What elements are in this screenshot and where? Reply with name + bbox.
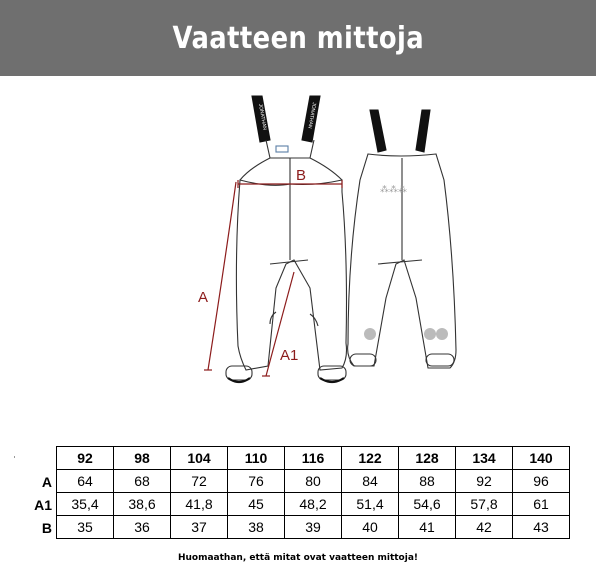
value-cell: 80 <box>285 470 342 493</box>
measure-b-label: B <box>296 167 307 184</box>
front-left-cuff <box>226 366 252 380</box>
value-cell: 35,4 <box>57 493 114 516</box>
value-cell: 84 <box>342 470 399 493</box>
value-cell: 48,2 <box>285 493 342 516</box>
size-cell: 98 <box>114 447 171 470</box>
size-cell: 110 <box>228 447 285 470</box>
value-cell: 36 <box>114 516 171 539</box>
back-logo-icon: ⁂⁂⁂ <box>380 185 407 195</box>
size-cell: 122 <box>342 447 399 470</box>
value-cell: 42 <box>456 516 513 539</box>
value-cell: 37 <box>171 516 228 539</box>
back-left-cuff <box>350 354 376 366</box>
size-cell: 134 <box>456 447 513 470</box>
front-view <box>226 96 347 382</box>
value-cell: 64 <box>57 470 114 493</box>
value-cell: 88 <box>399 470 456 493</box>
value-cell: 72 <box>171 470 228 493</box>
size-cell: 140 <box>513 447 570 470</box>
size-cell: 92 <box>57 447 114 470</box>
measure-a1-label: A1 <box>280 347 299 364</box>
header-banner <box>0 0 596 76</box>
value-cell: 41,8 <box>171 493 228 516</box>
front-strap-right-text: JONATHAN <box>306 101 317 129</box>
back-knee-patch-left <box>364 328 376 340</box>
value-cell: 57,8 <box>456 493 513 516</box>
back-strap-left-icon <box>370 110 386 152</box>
row-label-a: A <box>41 474 52 490</box>
size-cell: 104 <box>171 447 228 470</box>
page-title: Vaatteen mittoja <box>172 20 424 56</box>
value-cell: 39 <box>285 516 342 539</box>
row-label-a1: A1 <box>34 497 52 513</box>
table-row <box>57 516 570 539</box>
measurement-lines <box>204 180 342 376</box>
back-strap-right-icon <box>416 110 430 152</box>
back-right-cuff <box>426 354 454 366</box>
size-cell: 116 <box>285 447 342 470</box>
value-cell: 68 <box>114 470 171 493</box>
back-knee-patch-right-2 <box>436 328 448 340</box>
front-strap-left-text: JONATHAN <box>257 103 268 131</box>
table-row <box>57 470 570 493</box>
measure-a-label: A <box>198 289 209 306</box>
value-cell: 76 <box>228 470 285 493</box>
value-cell: 45 <box>228 493 285 516</box>
value-cell: 54,6 <box>399 493 456 516</box>
size-header-row <box>57 447 570 470</box>
size-table <box>56 446 570 539</box>
table-row <box>57 493 570 516</box>
stray-mark <box>14 456 15 458</box>
back-knee-patch-right-1 <box>424 328 436 340</box>
value-cell: 41 <box>399 516 456 539</box>
value-cell: 51,4 <box>342 493 399 516</box>
value-cell: 43 <box>513 516 570 539</box>
value-cell: 40 <box>342 516 399 539</box>
measure-a-line <box>208 182 236 370</box>
value-cell: 92 <box>456 470 513 493</box>
value-cell: 35 <box>57 516 114 539</box>
garment-illustration <box>190 88 490 393</box>
value-cell: 96 <box>513 470 570 493</box>
value-cell: 38 <box>228 516 285 539</box>
value-cell: 38,6 <box>114 493 171 516</box>
size-cell: 128 <box>399 447 456 470</box>
value-cell: 61 <box>513 493 570 516</box>
back-view <box>348 110 456 368</box>
footnote: Huomaathan, että mitat ovat vaatteen mittoja! <box>177 553 419 563</box>
row-label-b: B <box>41 520 52 536</box>
